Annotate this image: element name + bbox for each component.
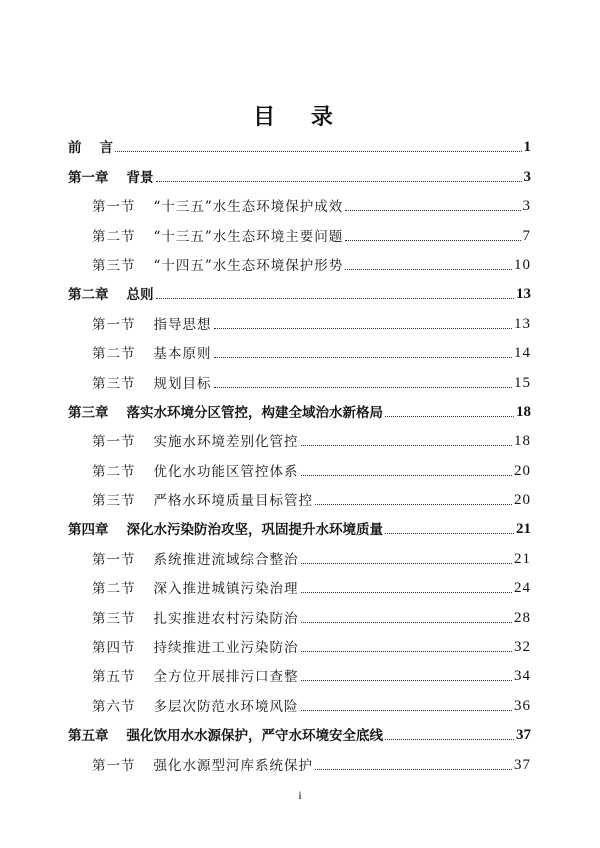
- entry-page-number: 14: [514, 345, 531, 362]
- toc-chapter-entry[interactable]: [68, 131, 531, 160]
- toc-section-entry[interactable]: [68, 748, 531, 777]
- entry-page-number: 20: [514, 462, 531, 479]
- toc-section-entry[interactable]: [68, 337, 531, 366]
- entry-prefix: 第五节: [92, 669, 136, 686]
- toc-chapter-entry[interactable]: [68, 719, 531, 748]
- entry-title: 全方位开展排污口查整: [153, 669, 299, 686]
- entry-title: 严格水环境质量目标管控: [153, 493, 313, 510]
- dot-leader: [345, 268, 512, 270]
- entry-page-number: 7: [522, 227, 531, 244]
- toc-section-entry[interactable]: [68, 689, 531, 718]
- dot-leader: [156, 297, 515, 299]
- dot-leader: [301, 591, 513, 593]
- entry-page-number: 10: [514, 256, 531, 273]
- entry-title: 系统推进流域综合整治: [153, 551, 299, 568]
- toc-section-entry[interactable]: [68, 366, 531, 395]
- entry-title: 实施水环境差别化管控: [153, 434, 299, 451]
- dot-leader: [156, 180, 522, 182]
- entry-title: 规划目标: [153, 375, 212, 392]
- entry-prefix: 第一节: [92, 316, 136, 333]
- entry-title: 强化饮用水水源保护，严守水环境安全底线: [126, 728, 383, 745]
- dot-leader: [214, 386, 513, 388]
- entry-prefix: 第一节: [92, 434, 136, 451]
- entry-prefix: 第一节: [92, 199, 136, 216]
- entry-prefix: 第一节: [92, 551, 136, 568]
- entry-title: 持续推进工业污染防治: [153, 640, 299, 657]
- entry-page-number: 20: [514, 492, 531, 509]
- dot-leader: [214, 327, 513, 329]
- entry-page-number: 13: [514, 315, 531, 332]
- page-title: 目 录: [253, 105, 347, 130]
- entry-title: 强化水源型河库系统保护: [153, 757, 313, 774]
- dot-leader: [385, 738, 514, 740]
- toc-section-entry[interactable]: [68, 542, 531, 571]
- entry-title: 优化水功能区管控体系: [153, 463, 299, 480]
- dot-leader: [214, 356, 513, 358]
- entry-prefix: 前: [68, 140, 82, 157]
- entry-page-number: 34: [514, 668, 531, 685]
- entry-title: 多层次防范水环境风险: [153, 698, 299, 715]
- entry-title: 深入推进城镇污染治理: [153, 581, 299, 598]
- toc-section-entry[interactable]: [68, 660, 531, 689]
- entry-prefix: 第二节: [92, 228, 136, 245]
- entry-page-number: 1: [523, 139, 531, 156]
- entry-prefix: 第三节: [92, 257, 136, 274]
- entry-prefix: 第三节: [92, 375, 136, 392]
- toc-section-entry[interactable]: [68, 631, 531, 660]
- entry-prefix: 第四节: [92, 640, 136, 657]
- dot-leader: [345, 209, 520, 211]
- entry-prefix: 第二节: [92, 581, 136, 598]
- dot-leader: [301, 679, 513, 681]
- toc-section-entry[interactable]: [68, 219, 531, 248]
- entry-page-number: 15: [514, 374, 531, 391]
- toc-section-entry[interactable]: [68, 572, 531, 601]
- dot-leader: [301, 474, 513, 476]
- dot-leader: [301, 621, 513, 623]
- page-number: i: [298, 788, 302, 802]
- toc-chapter-entry[interactable]: [68, 513, 531, 542]
- dot-leader: [301, 650, 513, 652]
- entry-prefix: 第三节: [92, 493, 136, 510]
- entry-prefix: 第二节: [92, 463, 136, 480]
- entry-prefix: 第二章: [68, 287, 109, 304]
- entry-prefix: 第五章: [68, 728, 109, 745]
- entry-prefix: 第二节: [92, 346, 136, 363]
- toc-section-entry[interactable]: [68, 190, 531, 219]
- entry-title: 深化水污染防治攻坚，巩固提升水环境质量: [126, 522, 383, 539]
- dot-leader: [301, 562, 513, 564]
- entry-prefix: 第三章: [68, 404, 109, 421]
- dot-leader: [345, 239, 520, 241]
- dot-leader: [115, 150, 522, 152]
- toc-section-entry[interactable]: [68, 249, 531, 278]
- entry-page-number: 37: [516, 727, 531, 744]
- entry-title: 背景: [126, 169, 154, 186]
- dot-leader: [315, 503, 512, 505]
- entry-page-number: 32: [514, 639, 531, 656]
- entry-page-number: 18: [516, 403, 531, 420]
- entry-title: “十三五”水生态环境主要问题: [153, 228, 344, 245]
- toc-section-entry[interactable]: [68, 484, 531, 513]
- entry-title: 扎实推进农村污染防治: [153, 610, 299, 627]
- entry-prefix: 第四章: [68, 522, 109, 539]
- toc-chapter-entry[interactable]: [68, 160, 531, 189]
- dot-leader: [301, 709, 513, 711]
- entry-prefix: 第三节: [92, 610, 136, 627]
- toc-section-entry[interactable]: [68, 454, 531, 483]
- entry-title: 指导思想: [153, 316, 212, 333]
- entry-prefix: 第一章: [68, 169, 109, 186]
- entry-page-number: 13: [516, 286, 531, 303]
- entry-page-number: 36: [514, 697, 531, 714]
- entry-page-number: 21: [514, 550, 531, 567]
- toc-section-entry[interactable]: [68, 425, 531, 454]
- entry-title: 总则: [126, 287, 154, 304]
- entry-page-number: 18: [514, 433, 531, 450]
- dot-leader: [385, 532, 514, 534]
- toc-section-entry[interactable]: [68, 307, 531, 336]
- entry-page-number: 3: [522, 198, 531, 215]
- dot-leader: [315, 768, 512, 770]
- entry-page-number: 28: [514, 609, 531, 626]
- entry-page-number: 37: [514, 756, 531, 773]
- entry-prefix: 第一节: [92, 757, 136, 774]
- toc-chapter-entry[interactable]: [68, 278, 531, 307]
- entry-title: 落实水环境分区管控，构建全域治水新格局: [126, 404, 383, 421]
- entry-title: 基本原则: [153, 346, 212, 363]
- toc-section-entry[interactable]: [68, 601, 531, 630]
- toc-chapter-entry[interactable]: [68, 396, 531, 425]
- dot-leader: [301, 444, 513, 446]
- entry-page-number: 3: [523, 168, 531, 185]
- entry-prefix: 第六节: [92, 698, 136, 715]
- table-of-contents: [68, 131, 531, 778]
- entry-title: 言: [99, 140, 113, 157]
- entry-title: “十三五”水生态环境保护成效: [153, 199, 344, 216]
- entry-page-number: 24: [514, 580, 531, 597]
- dot-leader: [385, 415, 514, 417]
- entry-page-number: 21: [516, 521, 531, 538]
- entry-title: “十四五”水生态环境保护形势: [153, 257, 344, 274]
